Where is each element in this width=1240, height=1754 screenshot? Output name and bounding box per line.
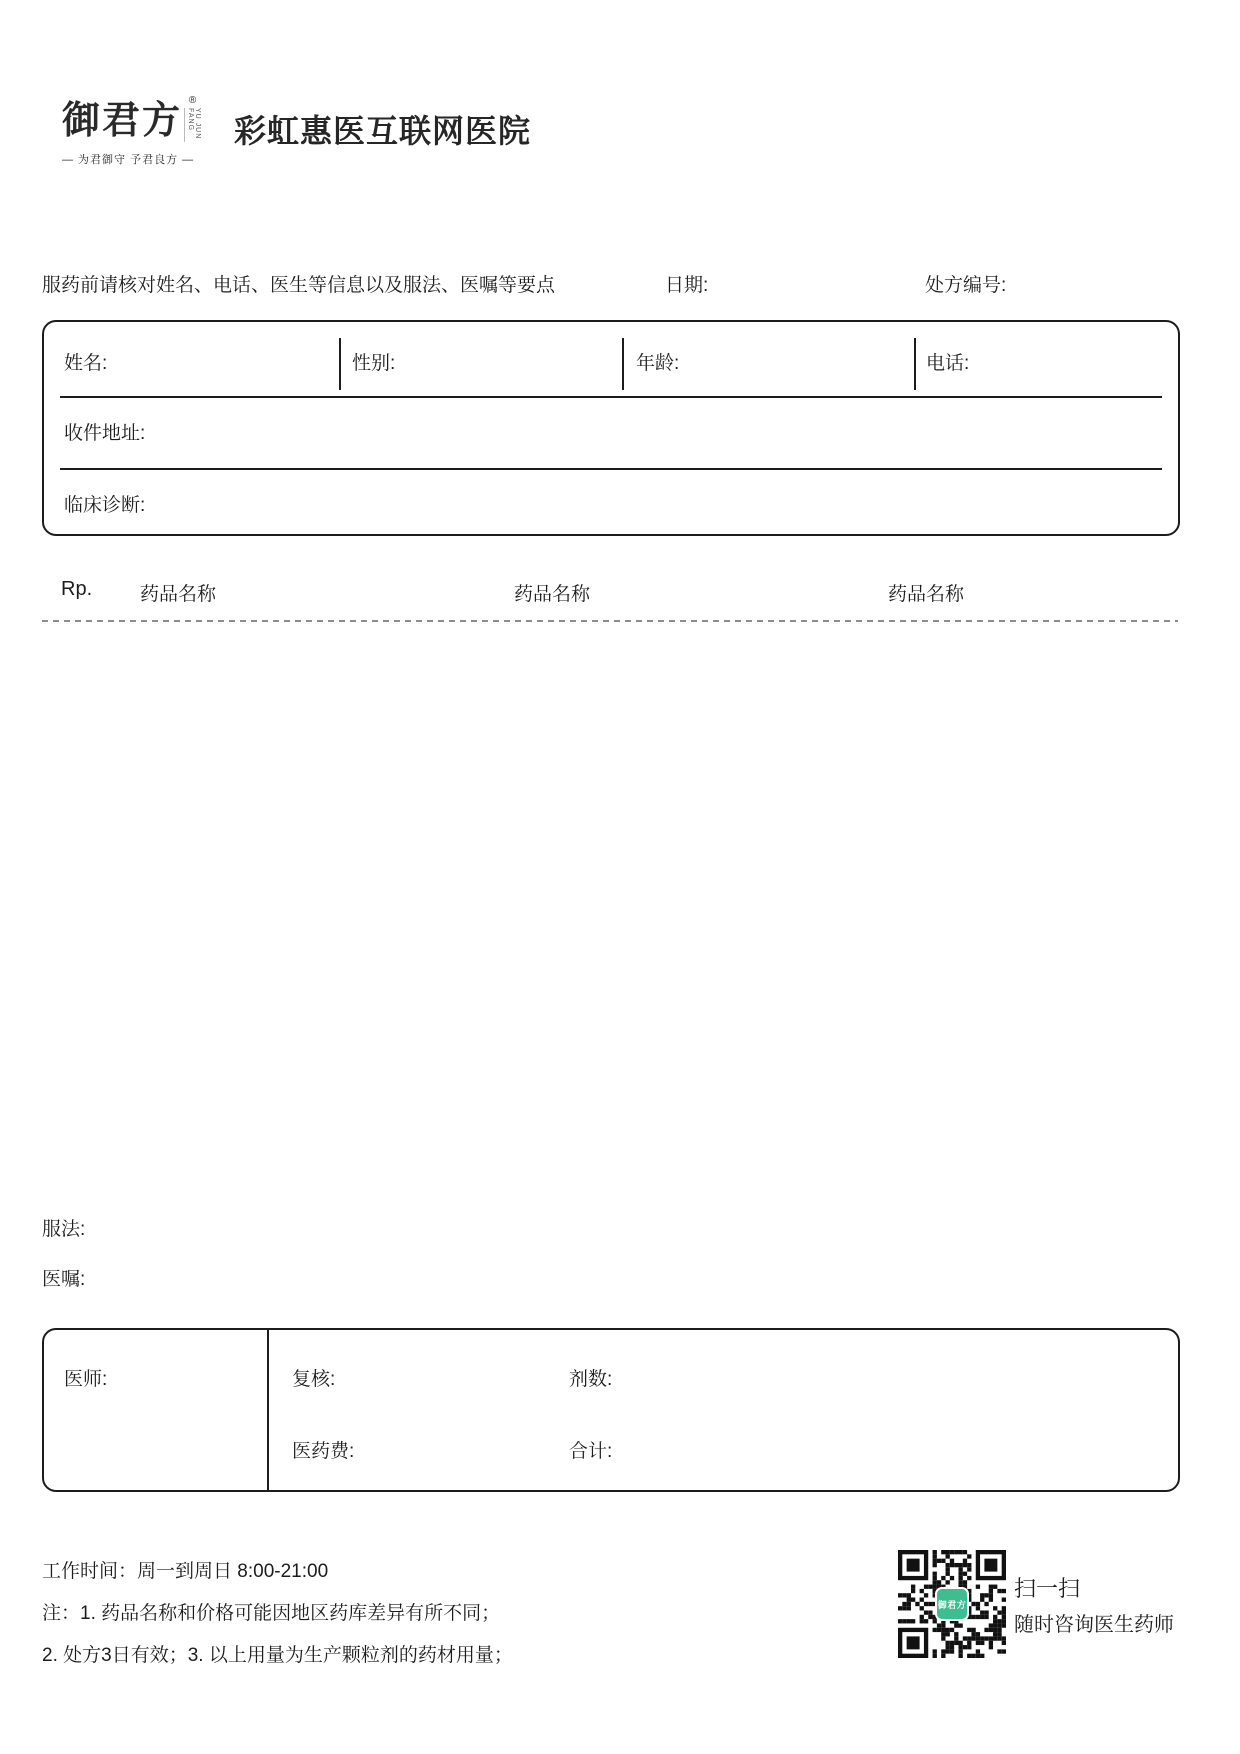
rx-number-label: 处方编号:	[925, 275, 1007, 296]
review-label: 复核:	[292, 1369, 336, 1390]
brand-logo-side	[184, 96, 201, 142]
column-divider	[622, 338, 624, 390]
work-hours: 工作时间：周一到周日 8:00-21:00	[42, 1561, 329, 1582]
column-divider	[914, 338, 916, 390]
rx-separator-dashed-line	[42, 620, 1178, 622]
column-divider	[267, 1330, 269, 1490]
name-label: 姓名:	[64, 353, 108, 374]
row-divider	[60, 468, 1162, 470]
phone-label: 电话:	[926, 353, 970, 374]
row-divider	[60, 396, 1162, 398]
signoff-box	[42, 1328, 1180, 1492]
doctor-advice-label: 医嘱:	[42, 1269, 86, 1290]
brand-tagline: — 为君御守 予君良方 —	[62, 154, 195, 166]
date-label: 日期:	[665, 275, 709, 296]
qr-center-logo-text: 御君方	[937, 1599, 967, 1610]
gender-label: 性别:	[352, 353, 396, 374]
diagnosis-label: 临床诊断:	[64, 495, 146, 516]
notice-row	[0, 270, 1240, 296]
drug-name-column-header: 药品名称	[514, 584, 591, 605]
qr-center-logo	[935, 1587, 969, 1621]
usage-label: 服法:	[42, 1219, 86, 1240]
rp-header-row	[0, 578, 1240, 604]
scan-title: 扫一扫	[1014, 1576, 1081, 1601]
total-label: 合计:	[569, 1441, 613, 1462]
brand-logo-pinyin: YU JUN FANG	[184, 108, 201, 142]
patient-info-box	[42, 320, 1180, 536]
note-line-1: 注：1. 药品名称和价格可能因地区药库差异有所不同；	[42, 1603, 501, 1624]
column-divider	[339, 338, 341, 390]
doctor-label: 医师:	[64, 1369, 108, 1390]
age-label: 年龄:	[636, 353, 680, 374]
qr-code	[898, 1550, 1006, 1658]
medical-fee-label: 医药费:	[292, 1441, 355, 1462]
brand-logo-text: 御君方	[62, 97, 183, 142]
note-line-2: 2. 处方3日有效；3. 以上用量为生产颗粒剂的药材用量；	[42, 1645, 513, 1666]
drug-name-column-header: 药品名称	[140, 584, 217, 605]
address-label: 收件地址:	[64, 423, 146, 444]
drug-name-column-header: 药品名称	[888, 584, 965, 605]
hospital-name: 彩虹惠医互联网医院	[234, 113, 532, 149]
rp-label: Rp.	[61, 578, 93, 600]
dose-count-label: 剂数:	[569, 1369, 613, 1390]
verify-notice: 服药前请核对姓名、电话、医生等信息以及服法、医嘱等要点	[42, 275, 556, 296]
scan-subtitle: 随时咨询医生药师	[1014, 1614, 1174, 1636]
brand-logo	[62, 96, 201, 167]
registered-mark: ®	[188, 95, 197, 106]
